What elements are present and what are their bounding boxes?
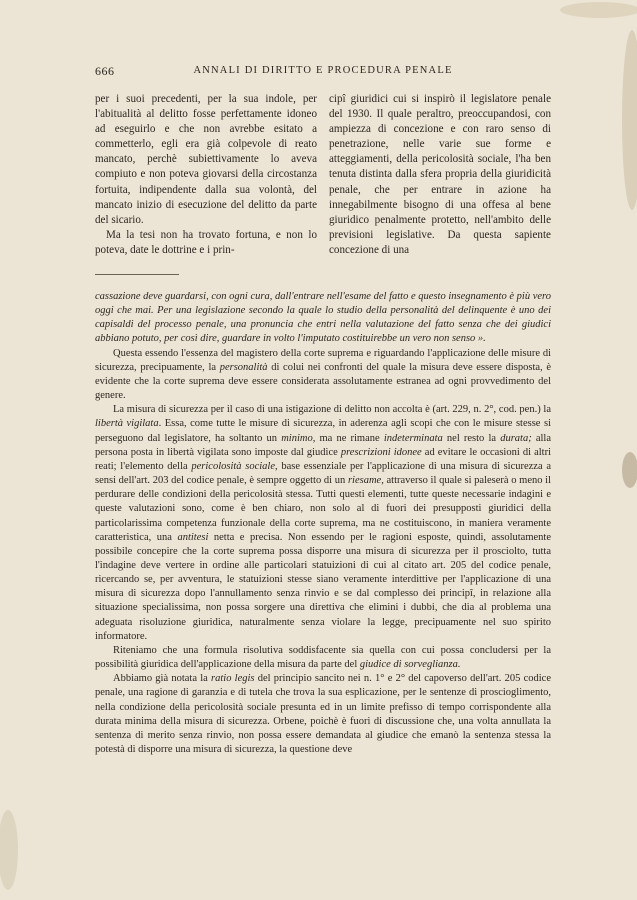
right-column xyxy=(329,92,551,258)
left-paragraph-2: Ma la tesi non ha trovato fortuna, e non lo poteva, date le dottrine e i prin- xyxy=(95,228,317,256)
left-column xyxy=(95,92,317,258)
footnote-body xyxy=(95,290,551,757)
note-paragraph-2: La misura di sicurezza per il caso di una istigazione di delitto non accolta è (art. 229, n. 2°, cod. pen.) la libertà vigilata. Essa, come tutte le misure di sicurezza, in aderenza agli scopi che con le misure stesse si perseguono dal legislatore, ha soltanto un minimo, ma ne rimane indeterminata nel resto la durata; alla persona posta in libertà vigilata sono imposte dal giudice prescrizioni idonee ad evitare le occasioni di altri reati; l'elemento della pericolosità sociale, base essenziale per l'applicazione di una misura di sicurezza a sensi dell'art. 203 del codice penale, è sempre oggetto di un riesame, attraverso il quale si paleserà o meno il perdurare delle condizioni della pericolosità stessa. Tutti questi elementi, tutte queste necessarie indagini e queste valutazioni sono, come è ben chiaro, non solo al di fuori dei presupposti giuridici della particolarissima competenza funzionale della corte suprema, ma ne costituiscono, in maniera veramente caratteristica, una antitesi netta e precisa. Non essendo per le ragioni esposte, quindi, assolutamente possibile concepire che la corte suprema possa disporre una misura di sicurezza per il prosciolto, tutta l'indagine deve vertere in ordine alle particolari statuizioni di cui al citato art. 205 del codice penale, ricercando se, per avventura, le statuizioni stesse siano veramente interdittive per l'applicazione di una misura di sicurezza dopo l'annullamento senza rinvio e se dal complesso dei principî, in relazione alla situazione specialissima, non possa sorgere una direttiva che elimini i dubbi, che dia al problema una adeguata risoluzione giuridica, naturalmente senza violare la legge, precipuamente nel suo spirito informatore. xyxy=(95,404,552,642)
note-paragraph-4: Abbiamo già notata la ratio legis del principio sancito nei n. 1° e 2° del capoverso dell'art. 205 codice penale, una ragione di garanzia e di tutela che trova la sua esplicazione, per le sentenze di proscioglimento, nella condizione della pericolosità sociale presunta ed in un limite prefisso di tempo corrispondente alla durata minima della misura di sicurezza. Orbene, poichè è fuori di discussione che, una volta annullata la sentenza di merito senza rinvio, non possa essere demandata al giudice che emanò la sentenza stessa la potestà di disporre una misura di sicurezza, la questione deve xyxy=(95,673,551,755)
running-header xyxy=(95,64,551,82)
note-paragraph-1: Questa essendo l'essenza del magistero della corte suprema e riguardando l'applicazione delle misure di sicurezza, precipuamente, la personalità di colui nei confronti del quale la misura deve essere disposta, è evidente che la corte suprema deve essere considerata assolutamente estranea ad ogni provvedimento del genere. xyxy=(95,347,551,402)
two-column-body xyxy=(95,92,551,262)
note-paragraph-3: Riteniamo che una formula risolutiva soddisfacente sia quella con cui possa concludersi per la possibilità giuridica dell'applicazione della misura da parte del giudice di sorveglianza. xyxy=(95,644,551,671)
right-paragraph-1: cipî giuridici cui si inspirò il legislatore penale del 1930. Il quale peraltro, preoccupandosi, con ampiezza di concezione e con raro senso di penetrazione, nelle varie sue forme e atteggiamenti, della pericolosità sociale, l'ha ben tenuta distinta dalla sfera propria della giuridicità penale, che per entrare in azione ha innegabilmente bisogno di una offesa al bene giuridico penalmente protetto, nell'ambito delle previsioni legislative. Da questa sapiente concezione di una xyxy=(329,93,551,256)
left-paragraph-1: per i suoi precedenti, per la sua indole, per l'abitualità al delitto fosse perfettamente idoneo ad eseguirlo e che non avrebbe esitato a commetterlo, egli era già colpevole di reato mancato, perchè subiettivamente lo aveva compiuto e non poteva giovarsi della circostanza fortuita, indipendente dalla sua volontà, del mancato inizio di esecuzione del delitto da parte del sicario. xyxy=(95,93,317,226)
running-title: ANNALI DI DIRITTO E PROCEDURA PENALE xyxy=(193,65,453,76)
quoted-passage: cassazione deve guardarsi, con ogni cura, dall'entrare nell'esame del fatto e questo insegnamento è più vero oggi che mai. Per una legislazione secondo la quale lo studio della personalità del delinquente è uno dei capisaldi del processo penale, una pronuncia che entri nella valutazione del fatto senza che dei giudici abbiano potuto, per così dire, guardare in volto l'imputato costituirebbe un vero non senso ». xyxy=(95,291,551,345)
footnote-separator xyxy=(95,274,179,275)
page-number: 666 xyxy=(95,64,115,78)
